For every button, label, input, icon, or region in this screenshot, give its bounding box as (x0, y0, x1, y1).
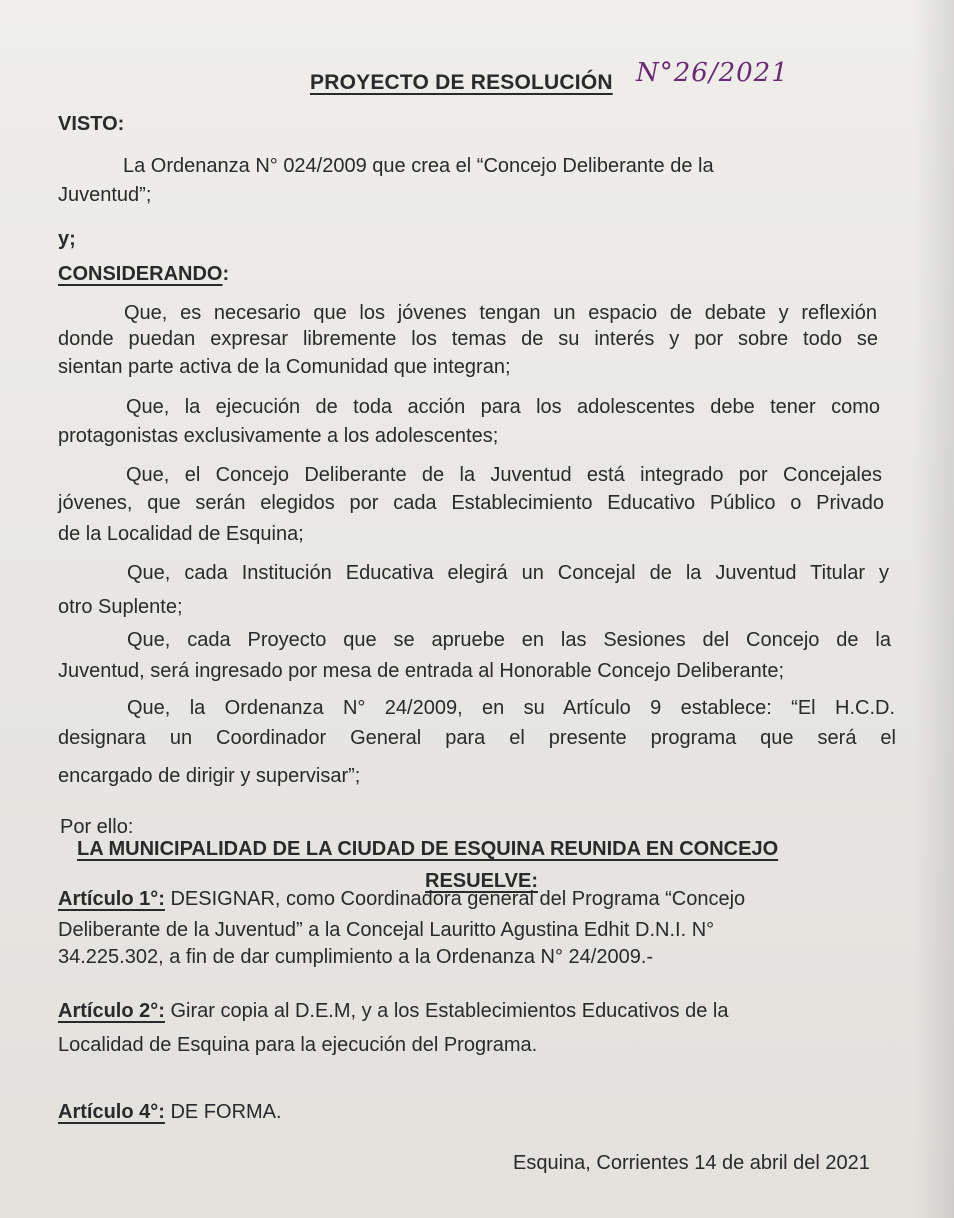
considerando-line: de la Localidad de Esquina; (58, 523, 304, 545)
visto-heading: VISTO: (58, 113, 125, 135)
articulo-2-line (58, 1000, 728, 1023)
articulo-1-line (58, 888, 745, 911)
considerando-heading-text: CONSIDERANDO (58, 263, 223, 285)
articulo-text: DE FORMA. (164, 1101, 282, 1123)
considerando-line: Que, el Concejo Deliberante de la Juventud está integrado por Concejales (126, 464, 882, 486)
articulo-label: Artículo 4°: (58, 1101, 165, 1123)
considerando-line: Que, la Ordenanza N° 24/2009, en su Artículo 9 establece: “El H.C.D. (127, 697, 895, 719)
articulo-text: Girar copia al D.E.M, y a los Establecimientos Educativos de la (164, 1000, 729, 1022)
considerando-heading (58, 263, 229, 286)
considerando-line: encargado de dirigir y supervisar”; (58, 765, 361, 787)
considerando-line: sientan parte activa de la Comunidad que integran; (58, 356, 511, 378)
visto-text-line: La Ordenanza N° 024/2009 que crea el “Concejo Deliberante de la (123, 155, 714, 177)
articulo-1-line: Deliberante de la Juventud” a la Concejal Lauritto Agustina Edhit D.N.I. N° (58, 919, 715, 941)
considerando-line: otro Suplente; (58, 596, 183, 618)
considerando-line: jóvenes, que serán elegidos por cada Establecimiento Educativo Público o Privado (58, 492, 884, 514)
place-date: Esquina, Corrientes 14 de abril del 2021 (513, 1152, 870, 1174)
considerando-line: donde puedan expresar libremente los temas de su interés y por sobre todo se (58, 328, 878, 350)
considerando-line: Que, es necesario que los jóvenes tengan un espacio de debate y reflexión (124, 302, 877, 324)
visto-text-line: Juventud”; (58, 184, 152, 206)
considerando-line: designara un Coordinador General para el presente programa que será el (58, 727, 896, 749)
considerando-line: Que, cada Proyecto que se apruebe en las Sesiones del Concejo de la (127, 629, 891, 651)
y-connector: y; (58, 228, 76, 250)
articulo-4-line (58, 1101, 282, 1124)
considerando-line: Juventud, será ingresado por mesa de entrada al Honorable Concejo Deliberante; (58, 660, 785, 682)
document-title: PROYECTO DE RESOLUCIÓN (310, 71, 613, 94)
considerando-line: Que, cada Institución Educativa elegirá un Concejal de la Juventud Titular y (127, 562, 889, 584)
page-edge-shadow (914, 0, 954, 1218)
articulo-2-line: Localidad de Esquina para la ejecución del Programa. (58, 1034, 538, 1056)
por-ello: Por ello: (60, 816, 134, 838)
considerando-colon: : (222, 263, 230, 285)
articulo-label: Artículo 1°: (58, 888, 165, 910)
municipalidad-heading: LA MUNICIPALIDAD DE LA CIUDAD DE ESQUINA REUNIDA EN CONCEJO (77, 838, 779, 860)
handwritten-resolution-number: N°26/2021 (636, 58, 789, 88)
articulo-label: Artículo 2°: (58, 1000, 165, 1022)
considerando-line: protagonistas exclusivamente a los adolescentes; (58, 425, 499, 447)
resuelve-heading: RESUELVE: (425, 870, 538, 892)
articulo-1-line: 34.225.302, a fin de dar cumplimiento a la Ordenanza N° 24/2009.- (58, 946, 654, 968)
considerando-line: Que, la ejecución de toda acción para los adolescentes debe tener como (126, 396, 880, 418)
articulo-text: DESIGNAR, como Coordinadora general del Programa “Concejo (164, 888, 746, 910)
